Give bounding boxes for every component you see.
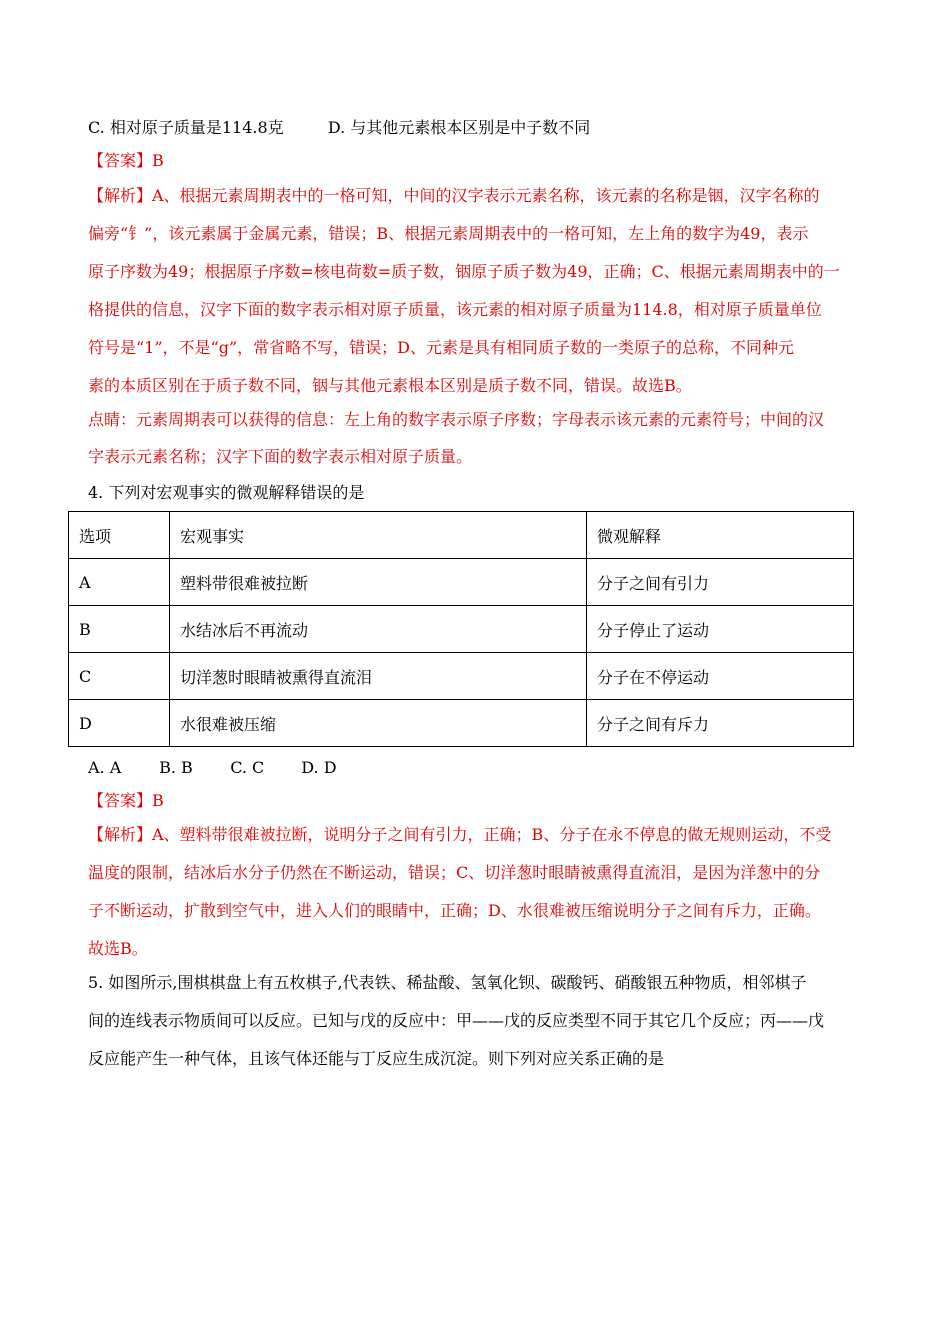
q4-options: [88, 758, 337, 778]
table-row: [69, 653, 854, 700]
table-cell: 分子之间有斥力: [587, 700, 854, 747]
q4-analysis-line: 【解析】A、塑料带很难被拉断，说明分子之间有引力，正确；B、分子在永不停息的做无规则运动，不受: [88, 825, 832, 844]
q3-option-d: D. 与其他元素根本区别是中子数不同: [327, 118, 591, 137]
table-cell: C: [69, 653, 170, 700]
q4-table: [68, 511, 854, 747]
q3-analysis-line: 符号是“1”，不是“g”，常省略不写，错误；D、元素是具有相同质子数的一类原子的总称，不同种元: [88, 338, 794, 357]
table-row: [69, 606, 854, 653]
table-cell: A: [69, 559, 170, 606]
q3-analysis-line: 素的本质区别在于质子数不同，铟与其他元素根本区别是质子数不同，错误。故选B。: [88, 376, 692, 395]
q4-analysis-line: 故选B。: [88, 939, 148, 958]
q5-stem-line: 5. 如图所示,围棋棋盘上有五枚棋子,代表铁、稀盐酸、氢氧化钡、碳酸钙、硝酸银五种物质，相邻棋子: [88, 973, 807, 992]
table-cell: 分子之间有引力: [587, 559, 854, 606]
table-cell: 切洋葱时眼睛被熏得直流泪: [170, 653, 587, 700]
table-cell: 水很难被压缩: [170, 700, 587, 747]
table-cell: D: [69, 700, 170, 747]
q3-option-c: C. 相对原子质量是114.8克: [88, 118, 284, 137]
q4-option-d: D. D: [301, 758, 337, 777]
table-cell: 分子停止了运动: [587, 606, 854, 653]
table-cell: 分子在不停运动: [587, 653, 854, 700]
q4-analysis-line: 子不断运动，扩散到空气中，进入人们的眼睛中，正确；D、水很难被压缩说明分子之间有斥力，正确。: [88, 901, 821, 920]
q4-option-a: A. A: [88, 758, 122, 777]
q5-stem-line: 反应能产生一种气体，且该气体还能与丁反应生成沉淀。则下列对应关系正确的是: [88, 1049, 665, 1068]
q5-stem-line: 间的连线表示物质间可以反应。已知与戊的反应中：甲——戊的反应类型不同于其它几个反应；丙——戊: [88, 1011, 825, 1030]
table-header-cell: 微观解释: [587, 512, 854, 559]
q3-analysis-line: 原子序数为49；根据原子序数=核电荷数=质子数，铟原子质子数为49，正确；C、根据元素周期表中的一: [88, 262, 840, 281]
q3-tip-line: 点睛：元素周期表可以获得的信息：左上角的数字表示原子序数；字母表示该元素的元素符号；中间的汉: [88, 410, 825, 429]
q3-analysis-line: 【解析】A、根据元素周期表中的一格可知，中间的汉字表示元素名称，该元素的名称是铟，汉字名称的: [88, 186, 820, 205]
table-cell: 水结冰后不再流动: [170, 606, 587, 653]
table-row: [69, 700, 854, 747]
q4-answer: 【答案】B: [88, 791, 164, 810]
table-cell: 塑料带很难被拉断: [170, 559, 587, 606]
table-header-row: [69, 512, 854, 559]
q3-tip-line: 字表示元素名称；汉字下面的数字表示相对原子质量。: [88, 447, 473, 466]
table-row: [69, 559, 854, 606]
q3-options: [88, 118, 590, 138]
q3-analysis-line: 格提供的信息，汉字下面的数字表示相对原子质量，该元素的相对原子质量为114.8，相对原子质量单位: [88, 300, 822, 319]
q4-analysis-line: 温度的限制，结冰后水分子仍然在不断运动，错误；C、切洋葱时眼睛被熏得直流泪，是因为洋葱中的分: [88, 863, 821, 882]
table-header-cell: 宏观事实: [170, 512, 587, 559]
table-cell: B: [69, 606, 170, 653]
q3-analysis-line: 偏旁“钅”，该元素属于金属元素，错误；B、根据元素周期表中的一格可知，左上角的数字为49，表示: [88, 224, 809, 243]
q4-option-c: C. C: [230, 758, 265, 777]
q4-stem: 4. 下列对宏观事实的微观解释错误的是: [88, 483, 365, 502]
table-header-cell: 选项: [69, 512, 170, 559]
q4-option-b: B. B: [159, 758, 193, 777]
q3-answer: 【答案】B: [88, 151, 164, 170]
